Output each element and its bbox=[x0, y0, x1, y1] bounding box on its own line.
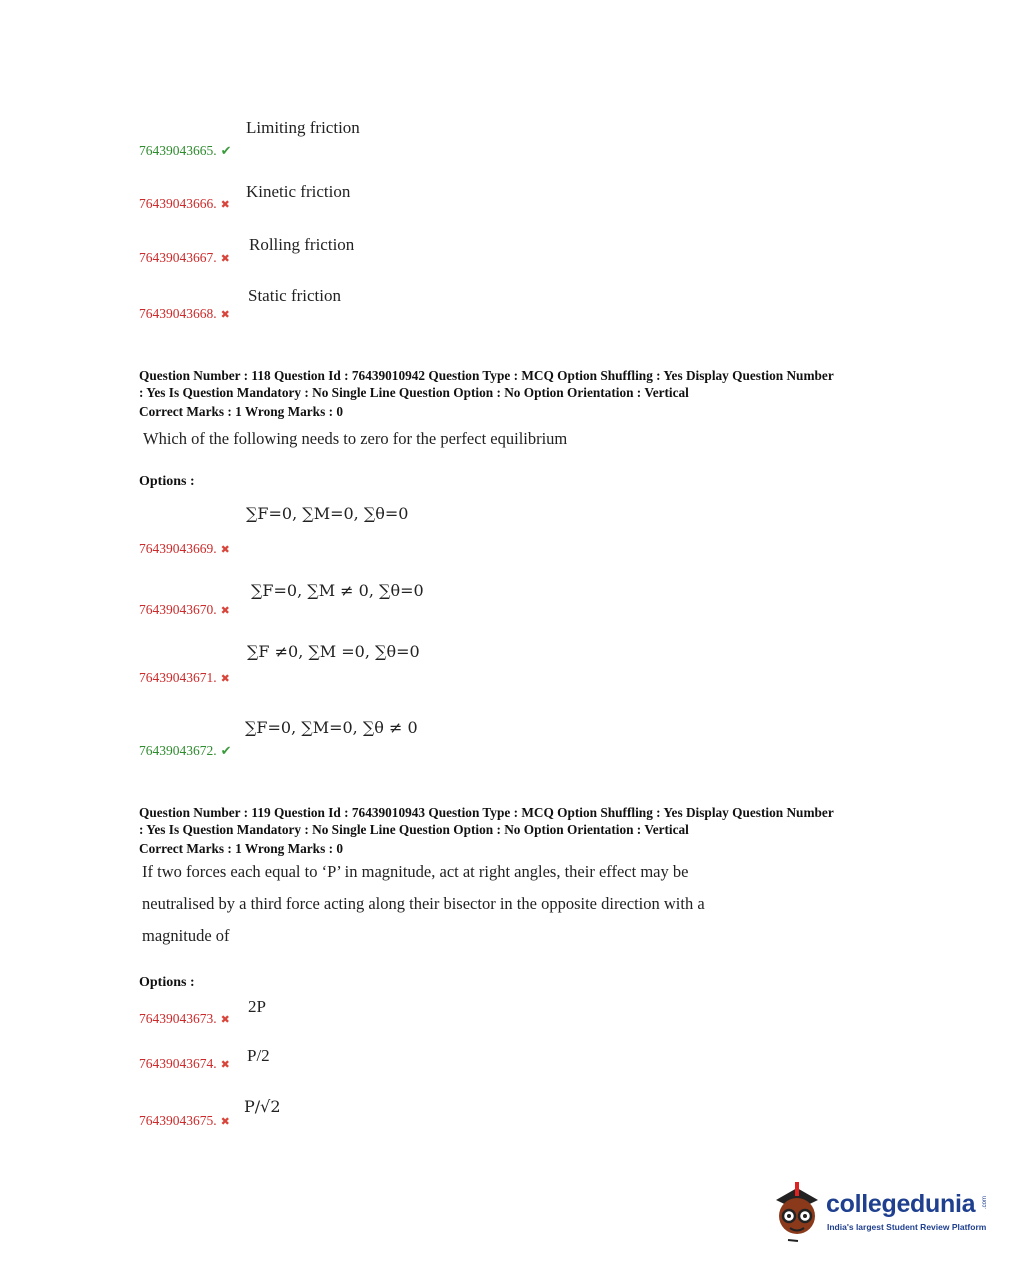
option-text: Limiting friction bbox=[246, 118, 360, 137]
option-text: P/2 bbox=[247, 1046, 270, 1065]
option-id: 76439043673. ✖ bbox=[139, 1011, 230, 1026]
meta-line: Question Number : 118 Question Id : 76439010942 Question Type : MCQ Option Shuffling : Yes Display Question Number bbox=[139, 368, 834, 383]
cross-icon: ✖ bbox=[220, 253, 230, 265]
marks-line: Correct Marks : 1 Wrong Marks : 0 bbox=[139, 404, 343, 419]
option-id: 76439043669. ✖ bbox=[139, 541, 230, 556]
question-text-line: If two forces each equal to ‘P’ in magnitude, act at right angles, their effect may be bbox=[142, 862, 689, 881]
cross-icon: ✖ bbox=[220, 309, 230, 321]
option-id: 76439043675. ✖ bbox=[139, 1113, 230, 1128]
option-text: ∑F=0, ∑M=0, ∑θ=0 bbox=[246, 504, 409, 523]
cross-icon: ✖ bbox=[220, 1014, 230, 1026]
logo-name: collegedunia bbox=[826, 1190, 976, 1218]
collegedunia-logo bbox=[768, 1178, 998, 1248]
option-id: 76439043674. ✖ bbox=[139, 1056, 230, 1071]
cross-icon: ✖ bbox=[220, 544, 230, 556]
option-text: Rolling friction bbox=[249, 235, 355, 254]
cross-icon: ✖ bbox=[220, 1116, 230, 1128]
meta-line: Question Number : 119 Question Id : 76439010943 Question Type : MCQ Option Shuffling : Yes Display Question Number bbox=[139, 805, 834, 820]
question-text-line: magnitude of bbox=[142, 926, 230, 945]
option-id: 76439043670. ✖ bbox=[139, 602, 230, 617]
options-label: Options : bbox=[139, 975, 195, 990]
option-id: 76439043665. ✔ bbox=[139, 143, 232, 158]
question-text-line: neutralised by a third force acting along their bisector in the opposite direction with a bbox=[142, 894, 705, 913]
option-id: 76439043668. ✖ bbox=[139, 306, 230, 321]
logo-tagline: India's largest Student Review Platform bbox=[827, 1222, 987, 1232]
option-id: 76439043666. ✖ bbox=[139, 196, 230, 211]
option-text: ∑F=0, ∑M=0, ∑θ ≠ 0 bbox=[245, 718, 418, 737]
option-text: Kinetic friction bbox=[246, 182, 351, 201]
logo-suffix: .com bbox=[982, 1196, 988, 1210]
option-text: 2P bbox=[248, 997, 266, 1016]
option-text: ∑F ≠0, ∑M =0, ∑θ=0 bbox=[247, 642, 420, 661]
question-text: Which of the following needs to zero for the perfect equilibrium bbox=[143, 429, 568, 448]
option-text: Static friction bbox=[248, 286, 342, 305]
option-id: 76439043667. ✖ bbox=[139, 250, 230, 265]
option-text: P/√2 bbox=[244, 1097, 281, 1116]
option-id: 76439043672. ✔ bbox=[139, 743, 232, 758]
cross-icon: ✖ bbox=[220, 199, 230, 211]
cross-icon: ✖ bbox=[220, 605, 230, 617]
check-icon: ✔ bbox=[220, 143, 232, 158]
question-meta bbox=[139, 805, 919, 858]
option-id: 76439043671. ✖ bbox=[139, 670, 230, 685]
cross-icon: ✖ bbox=[220, 673, 230, 685]
check-icon: ✔ bbox=[220, 743, 232, 758]
marks-line: Correct Marks : 1 Wrong Marks : 0 bbox=[139, 841, 343, 856]
mascot-icon bbox=[768, 1180, 826, 1244]
meta-line: : Yes Is Question Mandatory : No Single Line Question Option : No Option Orientation : Vertical bbox=[139, 384, 689, 400]
options-label: Options : bbox=[139, 474, 195, 489]
question-meta bbox=[139, 368, 919, 421]
meta-line: : Yes Is Question Mandatory : No Single Line Question Option : No Option Orientation : Vertical bbox=[139, 821, 689, 837]
option-text: ∑F=0, ∑M ≠ 0, ∑θ=0 bbox=[251, 581, 424, 600]
cross-icon: ✖ bbox=[220, 1059, 230, 1071]
